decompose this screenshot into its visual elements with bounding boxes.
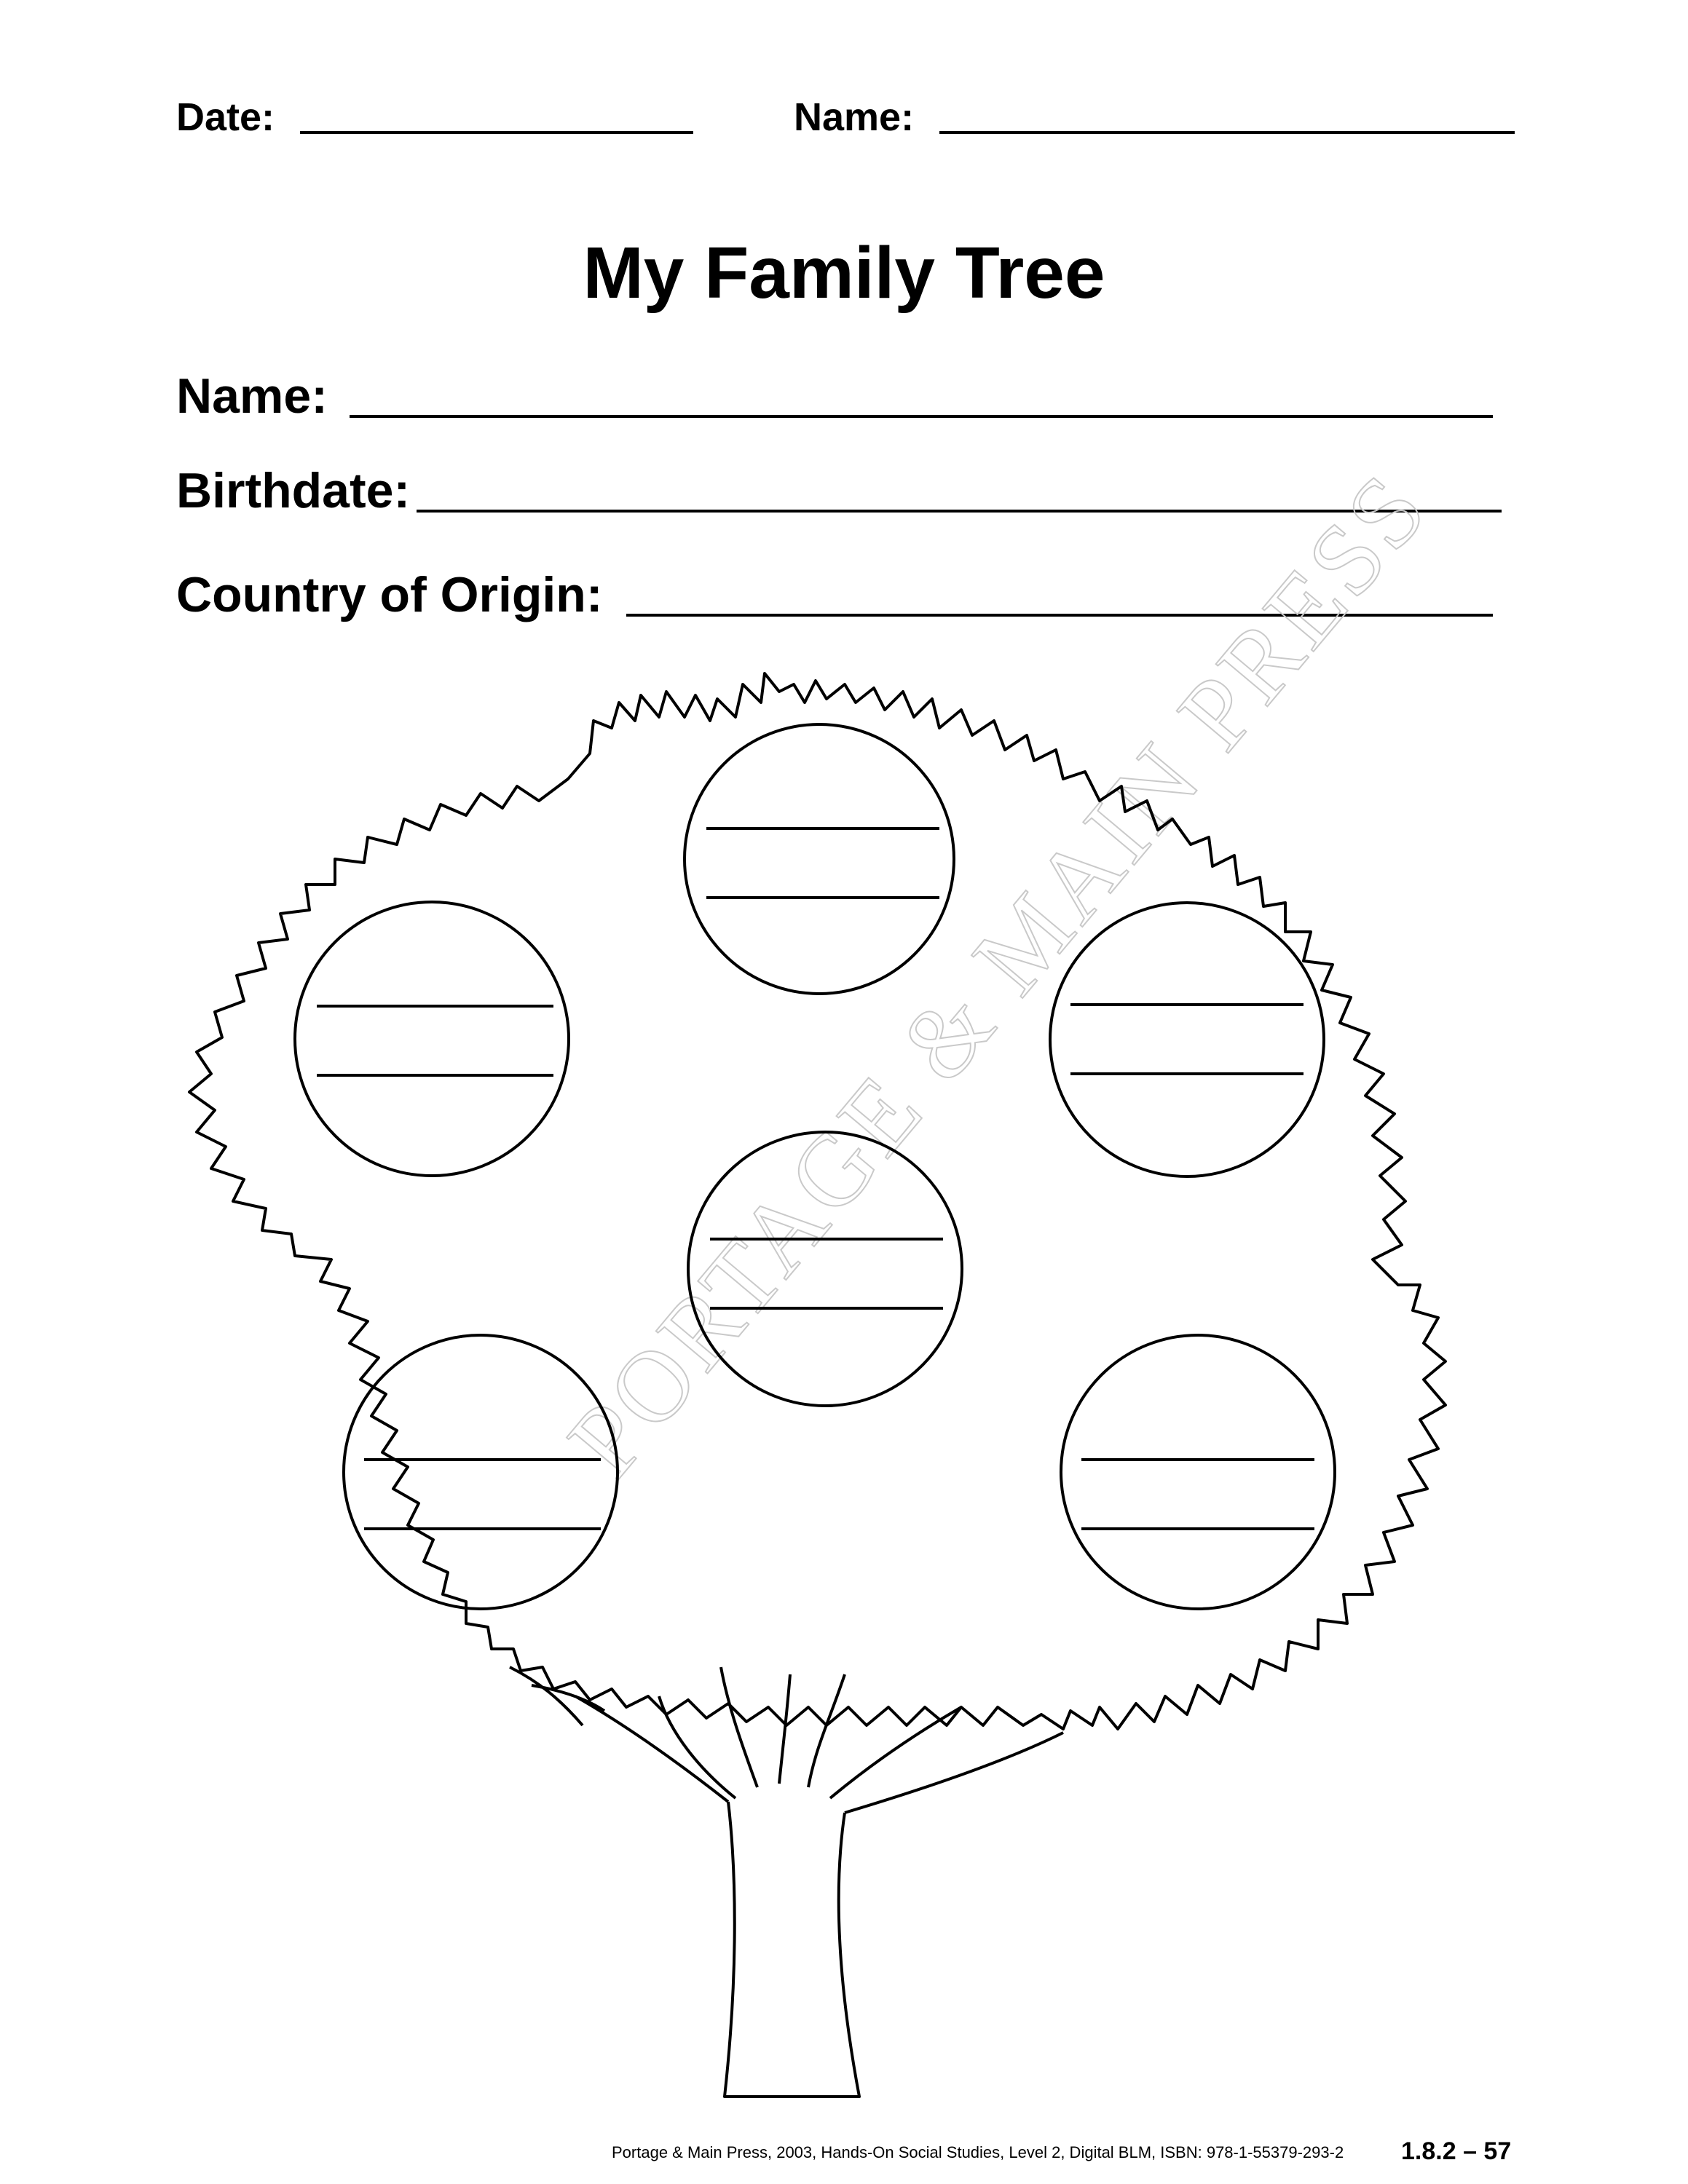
country-of-origin-label: Country of Origin: bbox=[176, 567, 603, 622]
date-label: Date: bbox=[176, 95, 275, 139]
family-member-circle-bottom-right bbox=[1061, 1335, 1335, 1609]
page-title: My Family Tree bbox=[583, 232, 1105, 314]
family-member-circle-top bbox=[685, 724, 954, 994]
name-label: Name: bbox=[176, 368, 328, 424]
family-member-circle-left bbox=[295, 902, 569, 1176]
family-member-circle-bottom-left bbox=[344, 1335, 618, 1609]
footer-page-number: 1.8.2 – 57 bbox=[1401, 2137, 1512, 2165]
family-member-circle-right bbox=[1050, 903, 1324, 1176]
tree-branches bbox=[510, 1667, 1063, 1813]
footer-citation: Portage & Main Press, 2003, Hands-On Social Studies, Level 2, Digital BLM, ISBN: 978-1-55379-293-2 bbox=[612, 2143, 1344, 2161]
tree-trunk bbox=[725, 1802, 859, 2097]
family-member-circle-center bbox=[688, 1132, 962, 1406]
birthdate-label: Birthdate: bbox=[176, 463, 411, 518]
header-name-label: Name: bbox=[794, 95, 915, 139]
watermark: PORTAGE & MAIN PRESS bbox=[546, 451, 1451, 1497]
tree-canopy bbox=[189, 673, 1446, 1729]
